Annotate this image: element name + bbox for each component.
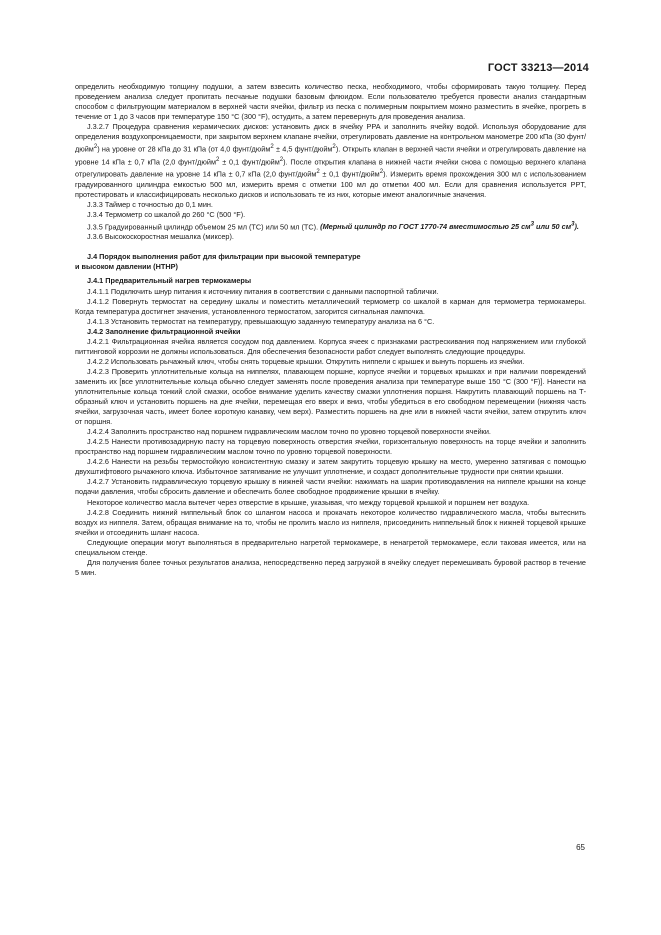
superscript: 2 bbox=[332, 143, 336, 151]
paragraph-j3-2-7 bbox=[75, 122, 586, 200]
text-fragment: ± 0,1 фунт/дюйм bbox=[319, 169, 380, 179]
superscript: 2 bbox=[215, 155, 220, 163]
superscript: 3 bbox=[530, 220, 534, 228]
heading-line: и высоком давлении (НТНР) bbox=[75, 262, 178, 272]
page-number: 65 bbox=[576, 843, 585, 852]
text-fragment: (Мерный цилиндр по ГОСТ 1770-74 вместимостью 25 см bbox=[320, 222, 531, 232]
text-fragment: ) на уровне от 28 кПа до 31 кПа (от 4,0 фунт/дюйм bbox=[97, 144, 271, 154]
paragraph-j4-1-2: J.4.1.2 Повернуть термостат на середину шкалы и поместить металлический термометр со шкалой в карман для термометра термокамеры. Когда температура достигнет значения, установленного термостатом, загорится сигнальная лампочка. bbox=[75, 296, 586, 316]
spacer bbox=[75, 242, 586, 252]
superscript: 2 bbox=[270, 143, 274, 151]
heading-line: J.4 Порядок выполнения работ для фильтрации при высокой температуре bbox=[87, 252, 361, 262]
superscript: 2 bbox=[316, 168, 320, 176]
superscript: 3 bbox=[571, 220, 575, 228]
superscript: 2 bbox=[279, 155, 284, 163]
emphasis-note bbox=[320, 222, 579, 231]
section-heading-j4-2: J.4.2 Заполнение фильтрационной ячейки bbox=[87, 326, 241, 336]
paragraph-j4-2-4: J.4.2.4 Заполнить пространство над поршнем гидравлическим маслом точно по уровню торцевой поверхности ячейки. bbox=[87, 427, 491, 437]
document-code-header: ГОСТ 33213—2014 bbox=[487, 62, 589, 74]
paragraph-j4-2-2: J.4.2.2 Использовать рычажный ключ, чтобы снять торцевые крышки. Открутить ниппели с крышек и вынуть поршень из ячейки. bbox=[87, 356, 525, 366]
text-fragment: ). Измерить время прохождения 300 мл с использованием градуированного цилиндра емкостью 500 мл, измерить время с отметки 100 мл до отметки 400 мл. Если для сравнения используется PPT, протестировать и классифицировать несколько дисков и использовать те из них, которые имеют аналогичные значения. bbox=[75, 169, 586, 199]
paragraph-j4-1-1: J.4.1.1 Подключить шнур питания к источнику питания в соответствии с данными паспортной таблички. bbox=[87, 286, 439, 296]
paragraph-j4-2-3: J.4.2.3 Проверить уплотнительные кольца на ниппелях, плавающем поршне, корпусе ячейки и торцевых крышках и при наличии повреждений заменить их [все уплотнительные кольца обычно следует заменять после проведения анализа при температуре выше 150 °С (300 °F)]. Нанести на уплотнительные кольца тонкий слой смазки, особое внимание уделить качеству смазки уплотнения поршня. Накрутить плавающий поршень на Т-образный ключ и установить поршень на дне ячейки, перемещая его вверх и вниз, чтобы убедиться в его свободном перемещении (нижняя часть ячейки, загрузочная часть, имеет более короткую канавку, чем верх). Разместить поршень на дне или в нижней части ячейки, затем открутить ключ от поршня. bbox=[75, 366, 586, 427]
paragraph-j4-2-1: J.4.2.1 Фильтрационная ячейка является сосудом под давлением. Корпуса ячеек с признаками растрескивания под напряжением или глубокой питтинговой коррозии не должны использоваться. Для обеспечения безопасности работ следует выполнять следующие процедуры. bbox=[75, 336, 586, 356]
superscript: 2 bbox=[379, 168, 384, 176]
paragraph-mixing: Для получения более точных результатов анализа, непосредственно перед загрузкой в ячейку следует перемешивать буровой раствор в течение 5 мин. bbox=[75, 557, 586, 577]
superscript: 2 bbox=[93, 143, 98, 151]
text-fragment: ± 0,1 фунт/дюйм bbox=[219, 157, 280, 167]
paragraph-j3-4: J.3.4 Термометр со шкалой до 260 °С (500 °F). bbox=[87, 209, 246, 219]
paragraph-j4-1-3: J.4.1.3 Установить термостат на температуру, превышающую заданную температуру анализа на 6 °С. bbox=[87, 316, 435, 326]
text-fragment: J.3.2.7 Процедура сравнения керамических дисков: установить диск в ячейку РРА и заполнить ячейку водой. Используя оборудование для определения воздухопроницаемости, при закрытом верхнем клапане ячейки, отрегулировать давление на контрольном манометре 200 кПа (30 фунт/дюйм bbox=[75, 122, 586, 154]
text-fragment: ). Открыть клапан в верхней части ячейки и отрегулировать давление на уровне 14 кПа ± 0,7 кПа (2,0 фунт/дюйм bbox=[75, 144, 586, 167]
paragraph-j4-2-5: J.4.2.5 Нанести противозадирную пасту на торцевую поверхность отверстия ячейки, горизонтальную поверхность на торце ячейки и заполнить пространство над поршнем гидравлическим маслом точно по уровню торцевой поверхности. bbox=[75, 437, 586, 457]
paragraph-j4-2-7: J.4.2.7 Установить гидравлическую торцевую крышку в нижней части ячейки: нажимать на шарик противодавления на ниппеле крышки на конце подачи давления, чтобы сбросить давление и обеспечить более свободное продвижение крышки в ячейку. bbox=[75, 477, 586, 497]
text-fragment: J.3.5 Градуированный цилиндр объемом 25 мл (ТС) или 50 мл (ТС). bbox=[87, 222, 321, 232]
text-fragment: ). bbox=[574, 222, 579, 232]
section-heading-j4 bbox=[75, 252, 586, 272]
text-fragment: или 50 см bbox=[533, 222, 572, 232]
paragraph-j4-2-6: J.4.2.6 Нанести на резьбы термостойкую консистентную смазку и затем закрутить торцевую крышку на место, умеренно затягивая с помощью двухштифтового рычажного ключа. Избыточное затягивание не улучшит уплотнение, и создаст дополнительные трудности при снятии крышки. bbox=[75, 457, 586, 477]
text-fragment: ). После открытия клапана в нижней части ячейки снова с помощью верхнего клапана отрегулировать давление на уровне 14 кПа ± 0,7 кПа (2,0 фунт/дюйм bbox=[75, 157, 586, 179]
paragraph-j3-5 bbox=[75, 220, 586, 232]
paragraph-sand-pad: определить необходимую толщину подушки, а затем взвесить количество песка, необходимого, чтобы сформировать такую толщину. Перед проведением анализа следует пропитать песчаные подушки базовым флюидом. Если пользователю требуется провести анализ стандартным способом с фильтрующим материалом в верхней части ячейки, фильтр из песка с полимерным покрытием можно разместить в ячейке, прогреть в течение от 1 до 3 часов при температуре 150 °С (300 °F), остудить, а затем перевернуть для проведения анализа. bbox=[75, 82, 586, 122]
paragraph-j3-6: J.3.6 Высокоскоростная мешалка (миксер). bbox=[87, 232, 234, 242]
text-fragment: ± 4,5 фунт/дюйм bbox=[273, 144, 333, 154]
paragraph-j4-2-8: J.4.2.8 Соединить нижний ниппельный блок со шлангом насоса и прокачать некоторое количество гидравлического масла, чтобы вытеснить воздух из ниппеля. Затем, обращая внимание на то, чтобы не пролить масло из ниппеля, присоединить ниппельный блок к нижней торцевой крышке ячейки и отсоединить шланг насоса. bbox=[75, 507, 586, 537]
paragraph-oil-note: Некоторое количество масла вытечет через отверстие в крышке, указывая, что между торцевой крышкой и поршнем нет воздуха. bbox=[87, 497, 530, 507]
document-body bbox=[75, 82, 586, 578]
paragraph-operations: Следующие операции могут выполняться в предварительно нагретой термокамере, в ненагретой термокамере, если таковая имеется, или на специальном стенде. bbox=[75, 537, 586, 557]
section-heading-j4-1: J.4.1 Предварительный нагрев термокамеры bbox=[87, 276, 252, 286]
paragraph-j3-3: J.3.3 Таймер с точностью до 0,1 мин. bbox=[87, 199, 213, 209]
